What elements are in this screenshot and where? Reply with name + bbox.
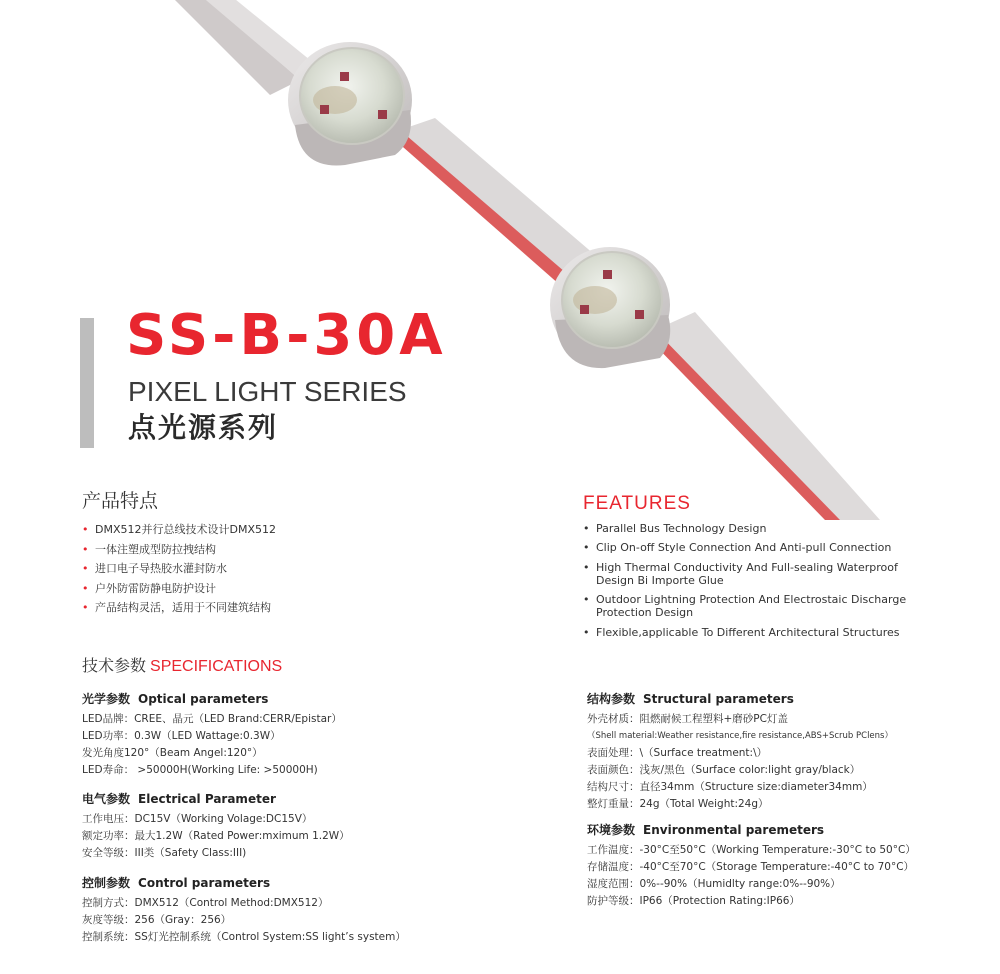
structural-parameters bbox=[587, 692, 893, 813]
features-title-cn: 产品特点 bbox=[82, 490, 159, 512]
bullet-icon: • bbox=[82, 523, 89, 536]
title-accent-bar bbox=[80, 318, 94, 448]
list-item: • Parallel Bus Technology Design bbox=[583, 522, 767, 535]
spec-row: LED功率：0.3W（LED Wattage:0.3W） bbox=[82, 730, 281, 742]
spec-row: 控制方式：DMX512（Control Method:DMX512） bbox=[82, 897, 329, 909]
spec-row: 发光角度120°（Beam Angel:120°） bbox=[82, 747, 263, 759]
model-number: SS-B-30A bbox=[126, 303, 447, 368]
spec-row: 整灯重量：24g（Total Weight:24g） bbox=[587, 798, 769, 810]
bullet-icon: • bbox=[82, 581, 89, 595]
bullet-icon: • bbox=[583, 593, 590, 607]
spec-row: 额定功率：最大1.2W（Rated Power:mximum 1.2W） bbox=[82, 830, 350, 842]
spec-row: 控制系统：SS灯光控制系统（Control System:SS light’s system） bbox=[82, 931, 406, 943]
spec-row: 表面处理：\（Surface treatment:\） bbox=[587, 747, 768, 759]
bullet-icon: • bbox=[82, 601, 89, 615]
spec-row: （Shell material:Weather resistance,fire resistance,ABS+Scrub PClens） bbox=[587, 731, 893, 741]
spec-row: LED品牌：CREE、晶元（LED Brand:CERR/Epistar） bbox=[82, 713, 342, 725]
specifications-title-en: SPECIFICATIONS bbox=[150, 658, 283, 675]
bullet-icon: • bbox=[583, 541, 590, 555]
list-item: • Clip On-off Style Connection And Anti-pull Connection bbox=[583, 541, 892, 555]
bullet-icon: • bbox=[82, 562, 89, 576]
features-list-en bbox=[583, 522, 923, 645]
list-item: • Outdoor Lightning Protection And Electrostaic Discharge Protection Design bbox=[583, 593, 907, 620]
list-item: • DMX512并行总线技术设计DMX512 bbox=[82, 523, 276, 536]
list-item: • 产品结构灵活，适用于不同建筑结构 bbox=[82, 601, 271, 615]
specifications-title bbox=[82, 658, 282, 675]
series-name-en: PIXEL LIGHT SERIES bbox=[128, 376, 407, 407]
electrical-parameters bbox=[82, 792, 350, 862]
environmental-parameters bbox=[587, 823, 916, 910]
group-heading: 环境参数 Environmental paremeters bbox=[587, 823, 825, 837]
list-item: • 户外防雷防静电防护设计 bbox=[82, 581, 216, 595]
group-heading: 控制参数 Control parameters bbox=[82, 876, 271, 890]
pixel-module bbox=[288, 42, 412, 166]
list-item: • 进口电子导热胶水灌封防水 bbox=[82, 562, 227, 576]
spec-row: 工作电压：DC15V（Working Volage:DC15V） bbox=[82, 813, 313, 825]
group-heading: 结构参数 Structural parameters bbox=[587, 692, 794, 706]
spec-row: 灰度等级：256（Gray：256） bbox=[82, 914, 232, 926]
control-parameters bbox=[82, 876, 406, 946]
spec-row: 防护等级：IP66（Protection Rating:IP66） bbox=[587, 895, 800, 907]
optical-parameters bbox=[82, 692, 342, 779]
group-heading: 电气参数 Electrical Parameter bbox=[82, 792, 276, 806]
features-title-en: FEATURES bbox=[583, 493, 691, 514]
spec-row: 表面颜色：浅灰/黑色（Surface color:light gray/black） bbox=[587, 764, 861, 776]
features-list-cn bbox=[82, 523, 276, 621]
list-item: • 一体注塑成型防拉拽结构 bbox=[82, 542, 216, 556]
bullet-icon: • bbox=[82, 542, 89, 556]
list-item: • Flexible,applicable To Different Architectural Structures bbox=[583, 625, 900, 639]
series-name-cn: 点光源系列 bbox=[128, 411, 279, 444]
bullet-icon: • bbox=[583, 560, 590, 574]
spec-row: 存储温度：-40°C至70°C（Storage Temperature:-40°C to 70°C） bbox=[587, 861, 915, 873]
list-item: • High Thermal Conductivity And Full-sealing Waterproof Design Bi Importe Glue bbox=[583, 560, 898, 587]
specifications-title-cn: 技术参数 bbox=[82, 656, 147, 675]
pixel-module bbox=[550, 247, 670, 368]
spec-row: 结构尺寸：直径34mm（Structure size:diameter34mm） bbox=[587, 781, 873, 793]
spec-row: 湿度范围：0%--90%（Humidlty range:0%--90%） bbox=[587, 878, 841, 890]
bullet-icon: • bbox=[583, 522, 590, 535]
spec-row: 外壳材质：阻燃耐候工程塑料+磨砂PC灯盖 bbox=[587, 713, 788, 725]
spec-row: 工作温度：-30°C至50°C（Working Temperature:-30°C to 50°C） bbox=[587, 844, 916, 856]
spec-row: 安全等级：III类（Safety Class:III) bbox=[82, 847, 247, 859]
cable bbox=[175, 0, 880, 520]
group-heading: 光学参数 Optical parameters bbox=[82, 692, 269, 706]
bullet-icon: • bbox=[583, 625, 590, 639]
spec-row: LED寿命： >50000H(Working Life: >50000H) bbox=[82, 764, 318, 776]
